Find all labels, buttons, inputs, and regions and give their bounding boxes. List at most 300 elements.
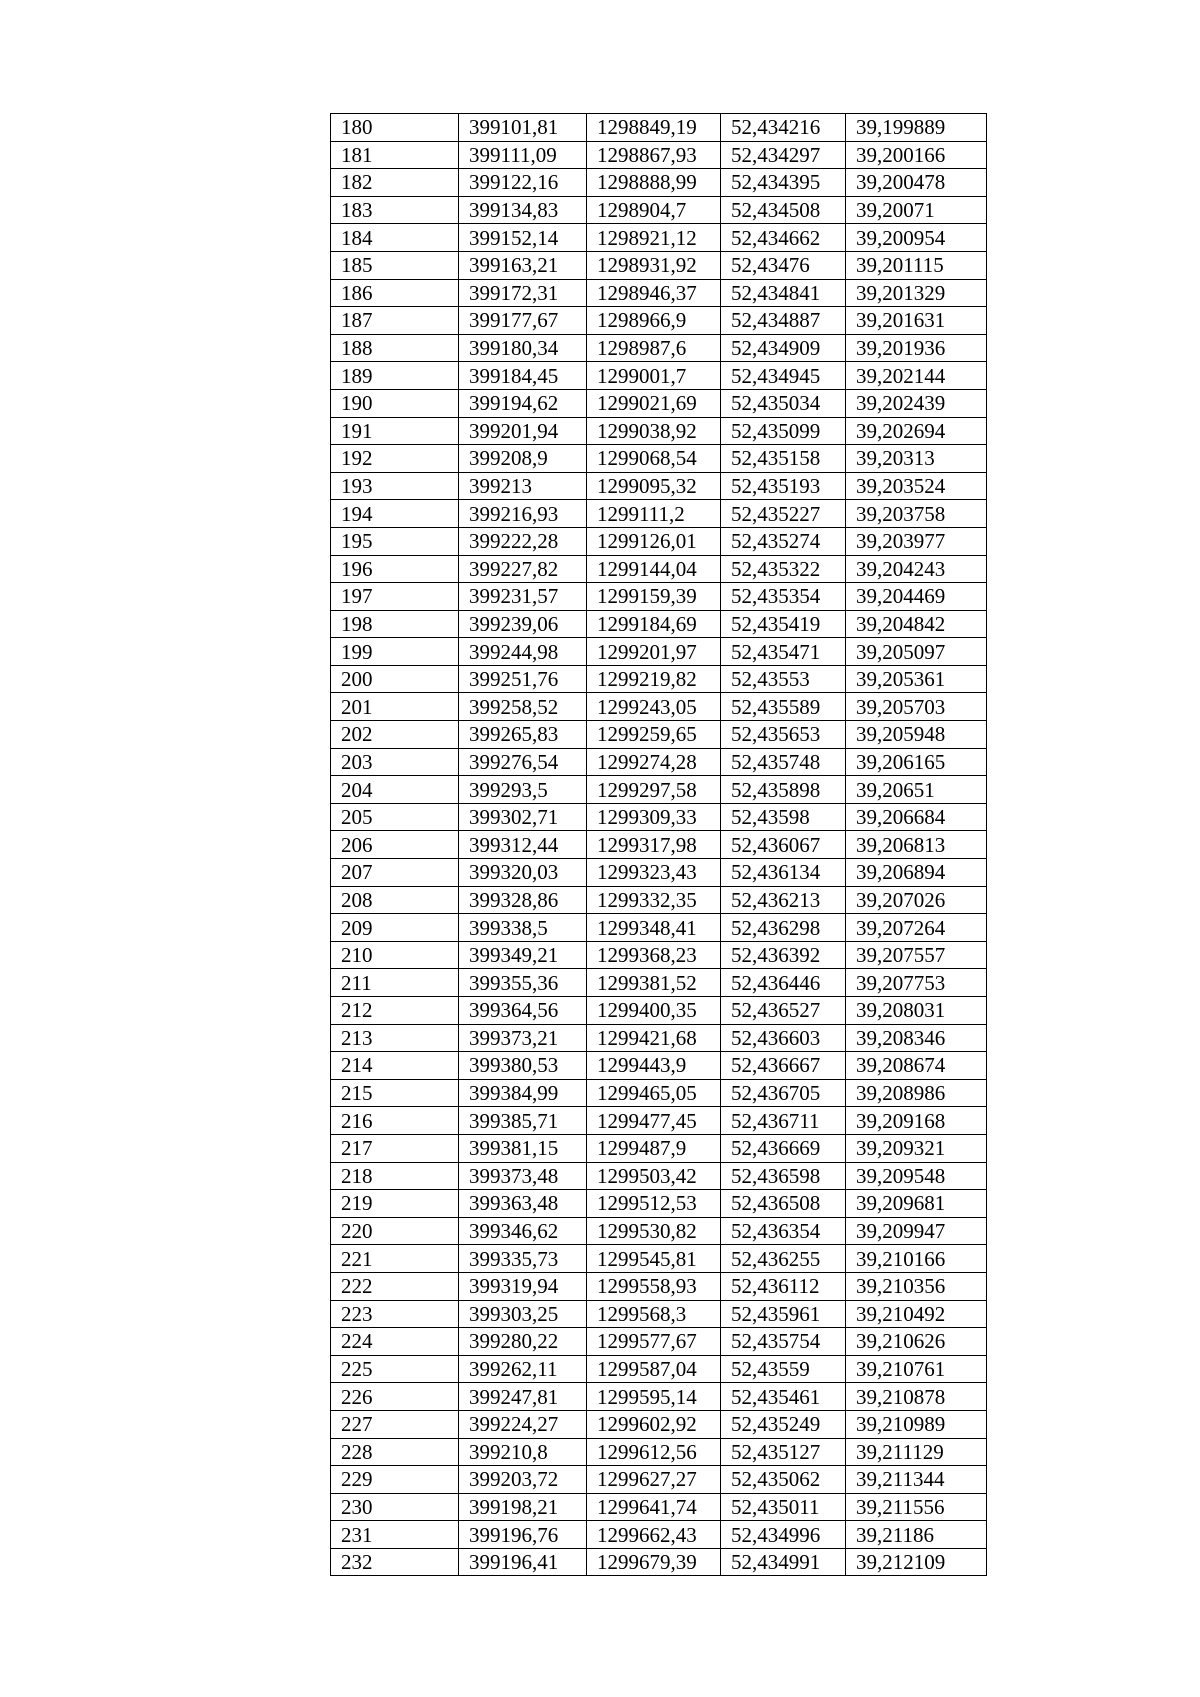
y-coordinate-cell: 1299219,82 (587, 665, 721, 693)
point-number-cell: 212 (331, 997, 459, 1025)
latitude-cell: 52,436134 (721, 859, 846, 887)
point-number-cell: 182 (331, 169, 459, 197)
y-coordinate-cell: 1299568,3 (587, 1300, 721, 1328)
y-coordinate-cell: 1299627,27 (587, 1466, 721, 1494)
y-coordinate-cell: 1299243,05 (587, 693, 721, 721)
y-coordinate-cell: 1299602,92 (587, 1410, 721, 1438)
longitude-cell: 39,211556 (846, 1493, 987, 1521)
y-coordinate-cell: 1299368,23 (587, 941, 721, 969)
y-coordinate-cell: 1299159,39 (587, 583, 721, 611)
point-number-cell: 207 (331, 859, 459, 887)
point-number-cell: 228 (331, 1438, 459, 1466)
table-row (331, 1355, 987, 1383)
table-row (331, 1438, 987, 1466)
table-row (331, 638, 987, 666)
y-coordinate-cell: 1299038,92 (587, 417, 721, 445)
y-coordinate-cell: 1298888,99 (587, 169, 721, 197)
longitude-cell: 39,210626 (846, 1328, 987, 1356)
x-coordinate-cell: 399355,36 (459, 969, 587, 997)
x-coordinate-cell: 399349,21 (459, 941, 587, 969)
y-coordinate-cell: 1299184,69 (587, 610, 721, 638)
longitude-cell: 39,200954 (846, 224, 987, 252)
x-coordinate-cell: 399265,83 (459, 721, 587, 749)
table-row (331, 1134, 987, 1162)
y-coordinate-cell: 1299679,39 (587, 1548, 721, 1576)
y-coordinate-cell: 1299612,56 (587, 1438, 721, 1466)
table-row (331, 1383, 987, 1411)
table-row (331, 776, 987, 804)
longitude-cell: 39,203977 (846, 527, 987, 555)
x-coordinate-cell: 399363,48 (459, 1190, 587, 1218)
longitude-cell: 39,205097 (846, 638, 987, 666)
y-coordinate-cell: 1299111,2 (587, 500, 721, 528)
y-coordinate-cell: 1299021,69 (587, 389, 721, 417)
x-coordinate-cell: 399338,5 (459, 914, 587, 942)
table-row (331, 941, 987, 969)
latitude-cell: 52,435898 (721, 776, 846, 804)
x-coordinate-cell: 399239,06 (459, 610, 587, 638)
latitude-cell: 52,435274 (721, 527, 846, 555)
y-coordinate-cell: 1298904,7 (587, 196, 721, 224)
table-row (331, 693, 987, 721)
longitude-cell: 39,202144 (846, 362, 987, 390)
point-number-cell: 219 (331, 1190, 459, 1218)
latitude-cell: 52,435653 (721, 721, 846, 749)
latitude-cell: 52,435099 (721, 417, 846, 445)
x-coordinate-cell: 399213 (459, 472, 587, 500)
latitude-cell: 52,436508 (721, 1190, 846, 1218)
longitude-cell: 39,206684 (846, 803, 987, 831)
y-coordinate-cell: 1299545,81 (587, 1245, 721, 1273)
latitude-cell: 52,436255 (721, 1245, 846, 1273)
y-coordinate-cell: 1299274,28 (587, 748, 721, 776)
y-coordinate-cell: 1299662,43 (587, 1521, 721, 1549)
table-row (331, 1024, 987, 1052)
longitude-cell: 39,206165 (846, 748, 987, 776)
longitude-cell: 39,207264 (846, 914, 987, 942)
table-row (331, 445, 987, 473)
y-coordinate-cell: 1299309,33 (587, 803, 721, 831)
longitude-cell: 39,210356 (846, 1272, 987, 1300)
longitude-cell: 39,203758 (846, 500, 987, 528)
y-coordinate-cell: 1299577,67 (587, 1328, 721, 1356)
longitude-cell: 39,209947 (846, 1217, 987, 1245)
y-coordinate-cell: 1299530,82 (587, 1217, 721, 1245)
latitude-cell: 52,434909 (721, 334, 846, 362)
x-coordinate-cell: 399251,76 (459, 665, 587, 693)
latitude-cell: 52,43553 (721, 665, 846, 693)
x-coordinate-cell: 399111,09 (459, 141, 587, 169)
point-number-cell: 206 (331, 831, 459, 859)
table-row (331, 1272, 987, 1300)
latitude-cell: 52,435227 (721, 500, 846, 528)
point-number-cell: 220 (331, 1217, 459, 1245)
y-coordinate-cell: 1298931,92 (587, 251, 721, 279)
point-number-cell: 187 (331, 307, 459, 335)
x-coordinate-cell: 399184,45 (459, 362, 587, 390)
table-row (331, 224, 987, 252)
table-row (331, 969, 987, 997)
longitude-cell: 39,212109 (846, 1548, 987, 1576)
point-number-cell: 224 (331, 1328, 459, 1356)
table-row (331, 1162, 987, 1190)
longitude-cell: 39,207753 (846, 969, 987, 997)
table-row (331, 721, 987, 749)
longitude-cell: 39,203524 (846, 472, 987, 500)
x-coordinate-cell: 399163,21 (459, 251, 587, 279)
longitude-cell: 39,208986 (846, 1079, 987, 1107)
x-coordinate-cell: 399222,28 (459, 527, 587, 555)
y-coordinate-cell: 1299068,54 (587, 445, 721, 473)
table-row (331, 886, 987, 914)
latitude-cell: 52,435354 (721, 583, 846, 611)
table-row (331, 500, 987, 528)
y-coordinate-cell: 1299503,42 (587, 1162, 721, 1190)
point-number-cell: 217 (331, 1134, 459, 1162)
longitude-cell: 39,204842 (846, 610, 987, 638)
x-coordinate-cell: 399280,22 (459, 1328, 587, 1356)
x-coordinate-cell: 399373,48 (459, 1162, 587, 1190)
point-number-cell: 209 (331, 914, 459, 942)
point-number-cell: 222 (331, 1272, 459, 1300)
y-coordinate-cell: 1298966,9 (587, 307, 721, 335)
x-coordinate-cell: 399210,8 (459, 1438, 587, 1466)
y-coordinate-cell: 1299400,35 (587, 997, 721, 1025)
latitude-cell: 52,435322 (721, 555, 846, 583)
point-number-cell: 208 (331, 886, 459, 914)
x-coordinate-cell: 399180,34 (459, 334, 587, 362)
point-number-cell: 221 (331, 1245, 459, 1273)
x-coordinate-cell: 399276,54 (459, 748, 587, 776)
longitude-cell: 39,207557 (846, 941, 987, 969)
y-coordinate-cell: 1299512,53 (587, 1190, 721, 1218)
point-number-cell: 192 (331, 445, 459, 473)
latitude-cell: 52,436213 (721, 886, 846, 914)
point-number-cell: 231 (331, 1521, 459, 1549)
latitude-cell: 52,435193 (721, 472, 846, 500)
y-coordinate-cell: 1299001,7 (587, 362, 721, 390)
latitude-cell: 52,434395 (721, 169, 846, 197)
latitude-cell: 52,436298 (721, 914, 846, 942)
x-coordinate-cell: 399208,9 (459, 445, 587, 473)
point-number-cell: 195 (331, 527, 459, 555)
latitude-cell: 52,434508 (721, 196, 846, 224)
table-row (331, 169, 987, 197)
latitude-cell: 52,43559 (721, 1355, 846, 1383)
point-number-cell: 216 (331, 1107, 459, 1135)
table-row (331, 1300, 987, 1328)
point-number-cell: 202 (331, 721, 459, 749)
table-row (331, 1328, 987, 1356)
latitude-cell: 52,435249 (721, 1410, 846, 1438)
longitude-cell: 39,205361 (846, 665, 987, 693)
table-row (331, 417, 987, 445)
table-row (331, 1052, 987, 1080)
point-number-cell: 225 (331, 1355, 459, 1383)
latitude-cell: 52,435471 (721, 638, 846, 666)
latitude-cell: 52,434996 (721, 1521, 846, 1549)
latitude-cell: 52,435034 (721, 389, 846, 417)
point-number-cell: 199 (331, 638, 459, 666)
point-number-cell: 197 (331, 583, 459, 611)
longitude-cell: 39,201631 (846, 307, 987, 335)
point-number-cell: 227 (331, 1410, 459, 1438)
table-row (331, 914, 987, 942)
x-coordinate-cell: 399244,98 (459, 638, 587, 666)
longitude-cell: 39,20071 (846, 196, 987, 224)
table-row (331, 583, 987, 611)
latitude-cell: 52,435158 (721, 445, 846, 473)
point-number-cell: 218 (331, 1162, 459, 1190)
table-row (331, 1217, 987, 1245)
point-number-cell: 201 (331, 693, 459, 721)
point-number-cell: 226 (331, 1383, 459, 1411)
latitude-cell: 52,435961 (721, 1300, 846, 1328)
longitude-cell: 39,209681 (846, 1190, 987, 1218)
x-coordinate-cell: 399380,53 (459, 1052, 587, 1080)
table-row (331, 196, 987, 224)
y-coordinate-cell: 1299641,74 (587, 1493, 721, 1521)
latitude-cell: 52,435127 (721, 1438, 846, 1466)
y-coordinate-cell: 1299558,93 (587, 1272, 721, 1300)
table-row (331, 1521, 987, 1549)
x-coordinate-cell: 399302,71 (459, 803, 587, 831)
point-number-cell: 196 (331, 555, 459, 583)
table-row (331, 1190, 987, 1218)
latitude-cell: 52,434841 (721, 279, 846, 307)
point-number-cell: 215 (331, 1079, 459, 1107)
y-coordinate-cell: 1299487,9 (587, 1134, 721, 1162)
table-row (331, 389, 987, 417)
x-coordinate-cell: 399177,67 (459, 307, 587, 335)
x-coordinate-cell: 399201,94 (459, 417, 587, 445)
point-number-cell: 210 (331, 941, 459, 969)
x-coordinate-cell: 399101,81 (459, 114, 587, 142)
x-coordinate-cell: 399346,62 (459, 1217, 587, 1245)
table-row (331, 859, 987, 887)
point-number-cell: 183 (331, 196, 459, 224)
y-coordinate-cell: 1298867,93 (587, 141, 721, 169)
y-coordinate-cell: 1298946,37 (587, 279, 721, 307)
longitude-cell: 39,206894 (846, 859, 987, 887)
table-row (331, 527, 987, 555)
y-coordinate-cell: 1299421,68 (587, 1024, 721, 1052)
y-coordinate-cell: 1299587,04 (587, 1355, 721, 1383)
table-row (331, 251, 987, 279)
x-coordinate-cell: 399196,41 (459, 1548, 587, 1576)
longitude-cell: 39,201936 (846, 334, 987, 362)
longitude-cell: 39,200478 (846, 169, 987, 197)
latitude-cell: 52,436603 (721, 1024, 846, 1052)
table-row (331, 141, 987, 169)
point-number-cell: 232 (331, 1548, 459, 1576)
table-row (331, 1107, 987, 1135)
latitude-cell: 52,436667 (721, 1052, 846, 1080)
x-coordinate-cell: 399172,31 (459, 279, 587, 307)
latitude-cell: 52,436354 (721, 1217, 846, 1245)
latitude-cell: 52,436527 (721, 997, 846, 1025)
x-coordinate-cell: 399216,93 (459, 500, 587, 528)
point-number-cell: 194 (331, 500, 459, 528)
point-number-cell: 184 (331, 224, 459, 252)
x-coordinate-cell: 399203,72 (459, 1466, 587, 1494)
longitude-cell: 39,211129 (846, 1438, 987, 1466)
point-number-cell: 181 (331, 141, 459, 169)
longitude-cell: 39,201115 (846, 251, 987, 279)
latitude-cell: 52,436705 (721, 1079, 846, 1107)
x-coordinate-cell: 399319,94 (459, 1272, 587, 1300)
longitude-cell: 39,20313 (846, 445, 987, 473)
latitude-cell: 52,435754 (721, 1328, 846, 1356)
x-coordinate-cell: 399227,82 (459, 555, 587, 583)
y-coordinate-cell: 1299332,35 (587, 886, 721, 914)
y-coordinate-cell: 1299144,04 (587, 555, 721, 583)
latitude-cell: 52,436392 (721, 941, 846, 969)
x-coordinate-cell: 399320,03 (459, 859, 587, 887)
point-number-cell: 186 (331, 279, 459, 307)
point-number-cell: 205 (331, 803, 459, 831)
point-number-cell: 189 (331, 362, 459, 390)
latitude-cell: 52,435461 (721, 1383, 846, 1411)
latitude-cell: 52,436446 (721, 969, 846, 997)
longitude-cell: 39,209168 (846, 1107, 987, 1135)
table-row (331, 831, 987, 859)
latitude-cell: 52,436669 (721, 1134, 846, 1162)
longitude-cell: 39,206813 (846, 831, 987, 859)
x-coordinate-cell: 399134,83 (459, 196, 587, 224)
longitude-cell: 39,205948 (846, 721, 987, 749)
table-row (331, 1245, 987, 1273)
point-number-cell: 188 (331, 334, 459, 362)
longitude-cell: 39,202694 (846, 417, 987, 445)
x-coordinate-cell: 399247,81 (459, 1383, 587, 1411)
longitude-cell: 39,210166 (846, 1245, 987, 1273)
table-row (331, 114, 987, 142)
longitude-cell: 39,21186 (846, 1521, 987, 1549)
y-coordinate-cell: 1299126,01 (587, 527, 721, 555)
y-coordinate-cell: 1299297,58 (587, 776, 721, 804)
table-row (331, 997, 987, 1025)
latitude-cell: 52,435062 (721, 1466, 846, 1494)
x-coordinate-cell: 399303,25 (459, 1300, 587, 1328)
x-coordinate-cell: 399224,27 (459, 1410, 587, 1438)
y-coordinate-cell: 1299317,98 (587, 831, 721, 859)
longitude-cell: 39,208346 (846, 1024, 987, 1052)
table-row (331, 555, 987, 583)
y-coordinate-cell: 1299381,52 (587, 969, 721, 997)
y-coordinate-cell: 1298987,6 (587, 334, 721, 362)
latitude-cell: 52,436598 (721, 1162, 846, 1190)
latitude-cell: 52,435748 (721, 748, 846, 776)
point-number-cell: 190 (331, 389, 459, 417)
point-number-cell: 185 (331, 251, 459, 279)
longitude-cell: 39,199889 (846, 114, 987, 142)
table-row (331, 334, 987, 362)
point-number-cell: 180 (331, 114, 459, 142)
longitude-cell: 39,210761 (846, 1355, 987, 1383)
y-coordinate-cell: 1299595,14 (587, 1383, 721, 1411)
latitude-cell: 52,435419 (721, 610, 846, 638)
point-number-cell: 191 (331, 417, 459, 445)
x-coordinate-cell: 399385,71 (459, 1107, 587, 1135)
x-coordinate-cell: 399312,44 (459, 831, 587, 859)
x-coordinate-cell: 399122,16 (459, 169, 587, 197)
table-row (331, 803, 987, 831)
y-coordinate-cell: 1298849,19 (587, 114, 721, 142)
point-number-cell: 230 (331, 1493, 459, 1521)
latitude-cell: 52,436711 (721, 1107, 846, 1135)
y-coordinate-cell: 1299201,97 (587, 638, 721, 666)
longitude-cell: 39,209548 (846, 1162, 987, 1190)
x-coordinate-cell: 399373,21 (459, 1024, 587, 1052)
longitude-cell: 39,209321 (846, 1134, 987, 1162)
longitude-cell: 39,200166 (846, 141, 987, 169)
point-number-cell: 200 (331, 665, 459, 693)
coordinates-table (330, 113, 987, 1576)
latitude-cell: 52,43598 (721, 803, 846, 831)
latitude-cell: 52,434662 (721, 224, 846, 252)
x-coordinate-cell: 399194,62 (459, 389, 587, 417)
y-coordinate-cell: 1299465,05 (587, 1079, 721, 1107)
longitude-cell: 39,210878 (846, 1383, 987, 1411)
x-coordinate-cell: 399328,86 (459, 886, 587, 914)
longitude-cell: 39,208674 (846, 1052, 987, 1080)
table-row (331, 472, 987, 500)
y-coordinate-cell: 1299348,41 (587, 914, 721, 942)
y-coordinate-cell: 1299095,32 (587, 472, 721, 500)
x-coordinate-cell: 399231,57 (459, 583, 587, 611)
latitude-cell: 52,436112 (721, 1272, 846, 1300)
x-coordinate-cell: 399198,21 (459, 1493, 587, 1521)
x-coordinate-cell: 399196,76 (459, 1521, 587, 1549)
point-number-cell: 213 (331, 1024, 459, 1052)
longitude-cell: 39,211344 (846, 1466, 987, 1494)
y-coordinate-cell: 1299477,45 (587, 1107, 721, 1135)
table-row (331, 1466, 987, 1494)
x-coordinate-cell: 399381,15 (459, 1134, 587, 1162)
x-coordinate-cell: 399152,14 (459, 224, 587, 252)
x-coordinate-cell: 399384,99 (459, 1079, 587, 1107)
table-row (331, 1548, 987, 1576)
table-row (331, 1410, 987, 1438)
longitude-cell: 39,205703 (846, 693, 987, 721)
point-number-cell: 229 (331, 1466, 459, 1494)
table-row (331, 748, 987, 776)
table-row (331, 307, 987, 335)
longitude-cell: 39,208031 (846, 997, 987, 1025)
x-coordinate-cell: 399335,73 (459, 1245, 587, 1273)
latitude-cell: 52,434991 (721, 1548, 846, 1576)
x-coordinate-cell: 399293,5 (459, 776, 587, 804)
point-number-cell: 204 (331, 776, 459, 804)
table-row (331, 665, 987, 693)
longitude-cell: 39,202439 (846, 389, 987, 417)
point-number-cell: 198 (331, 610, 459, 638)
longitude-cell: 39,207026 (846, 886, 987, 914)
table-row (331, 1493, 987, 1521)
x-coordinate-cell: 399258,52 (459, 693, 587, 721)
latitude-cell: 52,435011 (721, 1493, 846, 1521)
table-row (331, 1079, 987, 1107)
y-coordinate-cell: 1299259,65 (587, 721, 721, 749)
y-coordinate-cell: 1298921,12 (587, 224, 721, 252)
y-coordinate-cell: 1299443,9 (587, 1052, 721, 1080)
latitude-cell: 52,434945 (721, 362, 846, 390)
coordinates-table-body (331, 114, 987, 1576)
table-row (331, 279, 987, 307)
longitude-cell: 39,204243 (846, 555, 987, 583)
table-row (331, 362, 987, 390)
